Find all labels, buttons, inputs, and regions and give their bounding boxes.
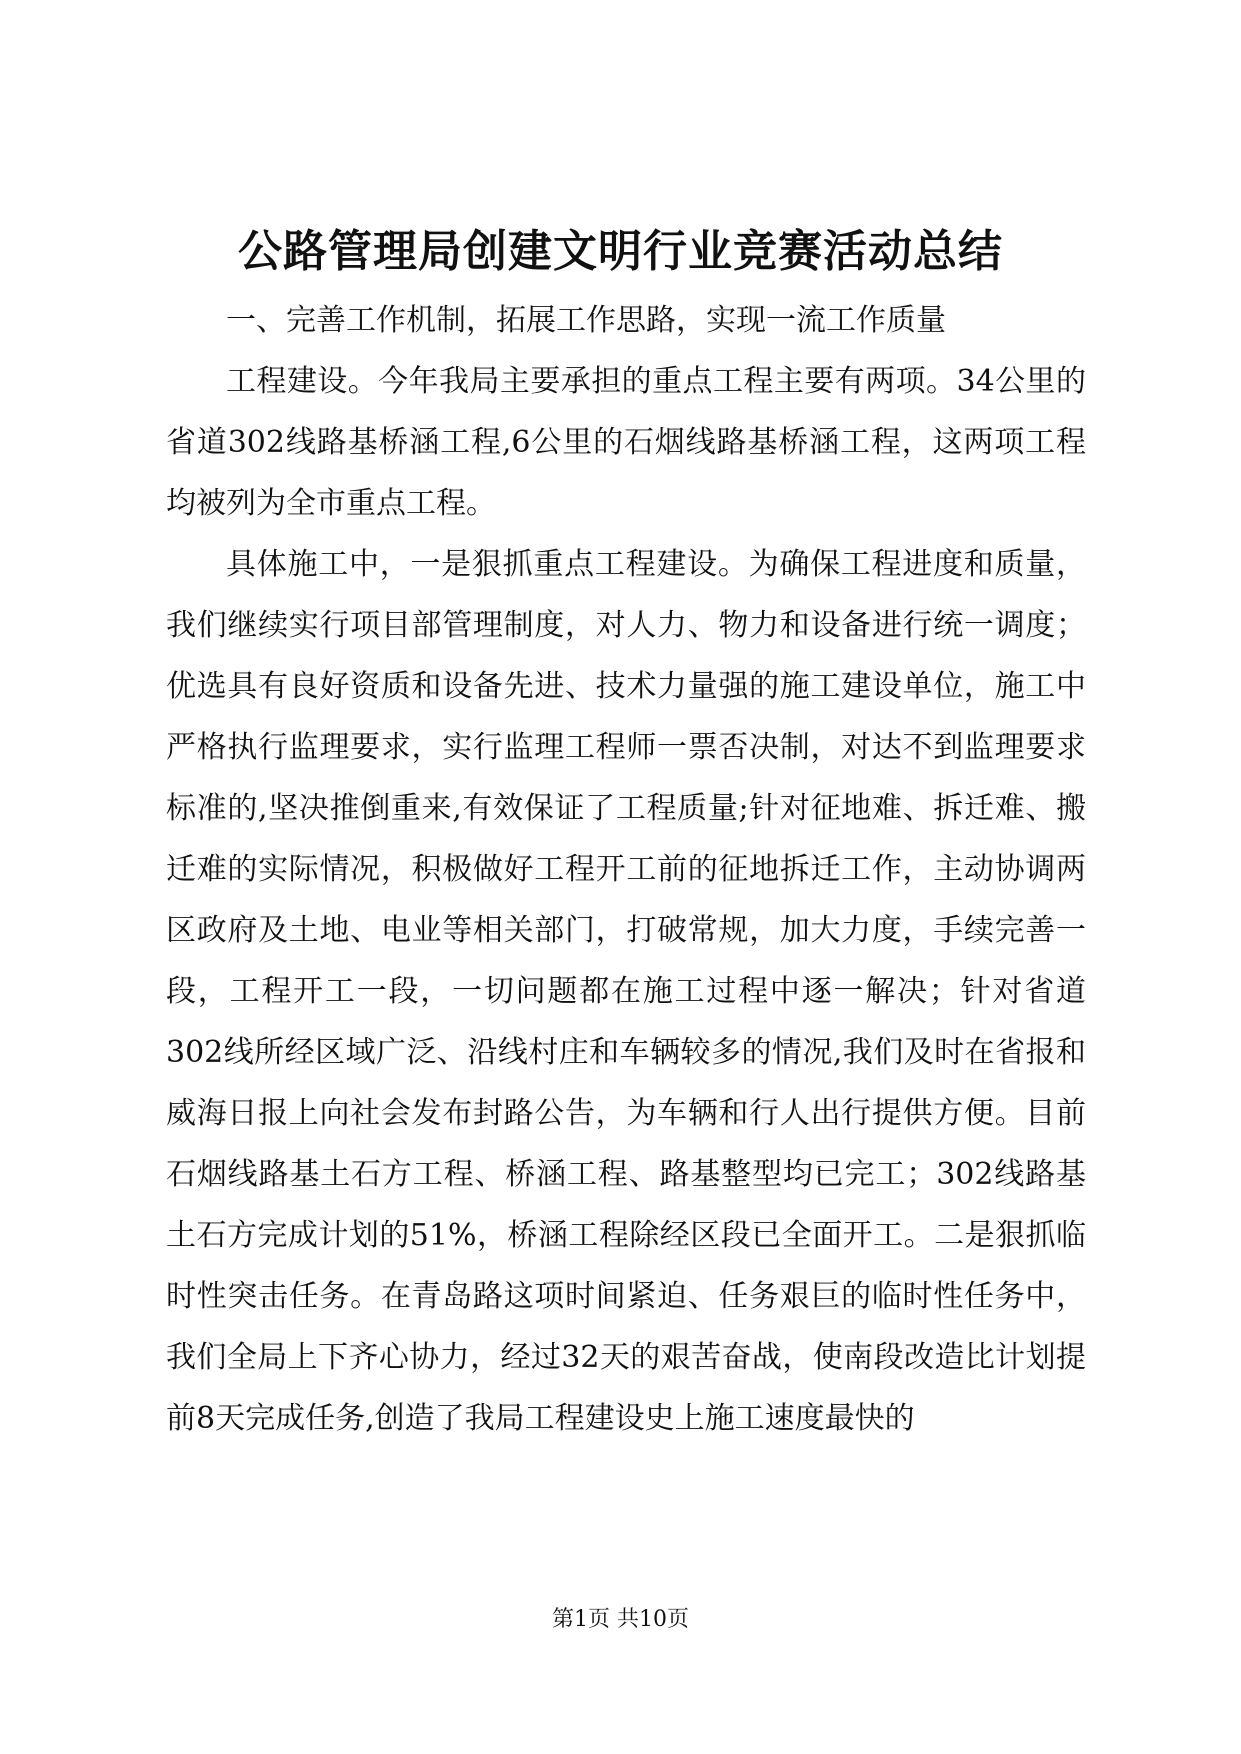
section-heading: 一、完善工作机制，拓展工作思路，实现一流工作质量 (226, 303, 946, 338)
document-title: 公路管理局创建文明行业竞赛活动总结 (238, 226, 1003, 277)
page-footer: 第1页 共10页 (552, 1607, 689, 1632)
paragraph-construction: 具体施工中，一是狠抓重点工程建设。为确保工程进度和质量，我们继续实行项目部管理制度，对人力、物力和设备进行统一调度；优选具有良好资质和设备先进、技术力量强的施工建设单位，施工中严格执行监理要求，实行监理工程师一票否决制，对达不到监理要求标准的,坚决推倒重来,有效保证了工程质量;针对征地难、拆迁难、搬迁难的实际情况，积极做好工程开工前的征地拆迁工作，主动协调两区政府及土地、电业等相关部门，打破常规，加大力度，手续完善一段，工程开工一段，一切问题都在施工过程中逐一解决；针对省道302线所经区域广泛、沿线村庄和车辆较多的情况,我们及时在省报和威海日报上向社会发布封路公告，为车辆和行人出行提供方便。目前石烟线路基土石方工程、桥涵工程、路基整型均已完工；302线路基土石方完成计划的51%，桥涵工程除经区段已全面开工。二是狠抓临时性突击任务。在青岛路这项时间紧迫、任务艰巨的临时性任务中，我们全局上下齐心协力，经过32天的艰苦奋战，使南段改造比计划提前8天完成任务,创造了我局工程建设史上施工速度最快的 (166, 547, 1086, 1436)
document-body (166, 290, 1086, 1449)
paragraph-engineering: 工程建设。今年我局主要承担的重点工程主要有两项。34公里的省道302线路基桥涵工程,6公里的石烟线路基桥涵工程，这两项工程均被列为全市重点工程。 (166, 364, 1086, 521)
